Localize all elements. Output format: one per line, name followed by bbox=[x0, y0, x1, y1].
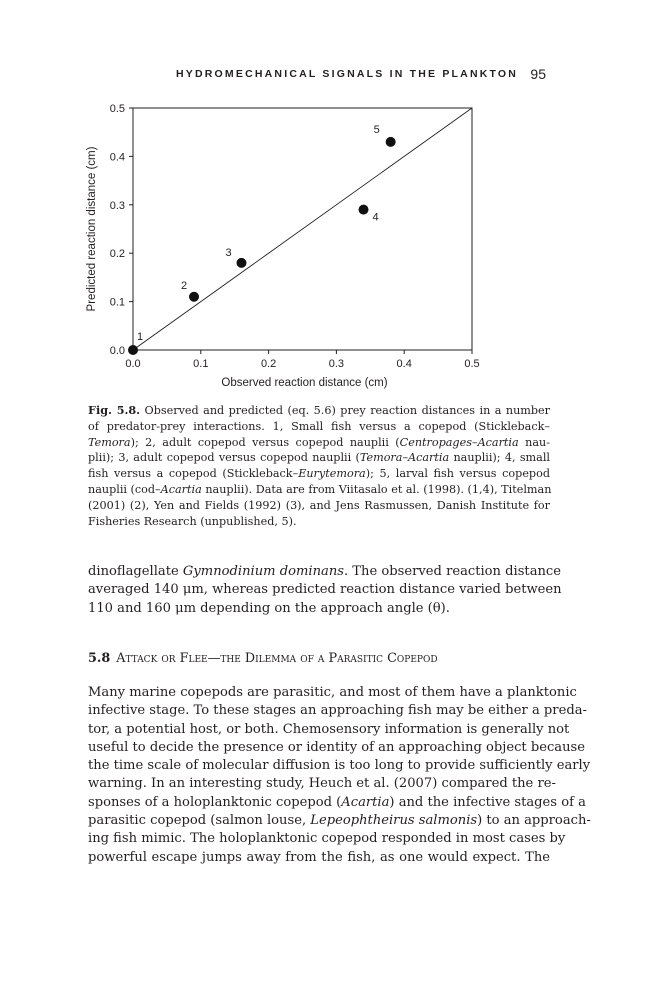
paragraph-line: warning. In an interesting study, Heuch et al. (2007) compared the re- bbox=[88, 776, 556, 792]
caption-line: Temora); 2, adult copepod versus copepod nauplii (Centropages–Acartia nau- bbox=[88, 435, 550, 449]
paragraph-line: infective stage. To these stages an approaching fish may be either a preda- bbox=[88, 703, 587, 719]
x-tick-label: 0.0 bbox=[125, 358, 141, 370]
one-to-one-line bbox=[133, 108, 472, 350]
data-point-1 bbox=[128, 345, 138, 355]
paragraph-line: averaged 140 μm, whereas predicted reaction distance varied between bbox=[88, 582, 562, 598]
paragraph bbox=[88, 684, 591, 867]
point-label-4: 4 bbox=[372, 211, 379, 224]
paragraph-line: ing fish mimic. The holoplanktonic copepod responded in most cases by bbox=[88, 831, 566, 847]
caption-label: Fig. 5.8. bbox=[88, 403, 141, 417]
caption-line: of predator-prey interactions. 1, Small fish versus a copepod (Stickleback– bbox=[88, 419, 550, 433]
caption-line: (2001) (2), Yen and Fields (1992) (3), and Jens Rasmussen, Danish Institute for bbox=[88, 498, 550, 512]
figure-caption bbox=[88, 403, 550, 529]
data-point-4 bbox=[359, 205, 369, 215]
section-heading bbox=[88, 651, 550, 666]
point-label-2: 2 bbox=[181, 279, 188, 292]
data-point-5 bbox=[386, 137, 396, 147]
y-tick-label: 0.1 bbox=[109, 296, 125, 309]
scatter-chart bbox=[80, 94, 500, 394]
paragraph-line: the time scale of molecular diffusion is too long to provide sufficiently early bbox=[88, 758, 591, 774]
y-tick-label: 0.3 bbox=[109, 199, 125, 212]
x-tick-label: 0.3 bbox=[328, 358, 345, 370]
data-point-2 bbox=[189, 292, 199, 302]
chart-axes bbox=[86, 103, 480, 389]
section-number: 5.8 bbox=[88, 651, 111, 666]
paragraph-line: dinoflagellate Gymnodinium dominans. The observed reaction distance bbox=[88, 564, 562, 579]
paragraph-line: 110 and 160 μm depending on the approach angle (θ). bbox=[88, 600, 450, 616]
paragraph-line: sponses of a holoplanktonic copepod (Acartia) and the infective stages of a bbox=[88, 794, 586, 810]
point-label-5: 5 bbox=[373, 123, 380, 136]
x-tick-label: 0.2 bbox=[260, 358, 277, 370]
caption-line: plii); 3, adult copepod versus copepod nauplii (Temora–Acartia nauplii); 4, small bbox=[88, 451, 550, 465]
paragraph-line: powerful escape jumps away from the fish, as one would expect. The bbox=[88, 849, 550, 865]
caption-line bbox=[88, 403, 550, 419]
running-title: HYDROMECHANICAL SIGNALS IN THE PLANKTON bbox=[176, 68, 519, 80]
paragraph-line: Many marine copepods are parasitic, and most of them have a planktonic bbox=[88, 685, 577, 700]
caption-line-text: Observed and predicted (eq. 5.6) prey reaction distances in a number bbox=[144, 404, 551, 417]
paragraph-continued bbox=[88, 563, 562, 618]
paragraph-line: tor, a potential host, or both. Chemosensory information is generally not bbox=[88, 721, 570, 737]
caption-line: Fisheries Research (unpublished, 5). bbox=[88, 514, 297, 528]
point-label-1: 1 bbox=[137, 331, 144, 343]
y-tick-label: 0.0 bbox=[109, 345, 125, 357]
y-axis-label: Predicted reaction distance (cm) bbox=[86, 146, 98, 312]
x-tick-label: 0.1 bbox=[193, 358, 209, 370]
caption-line: fish versus a copepod (Stickleback–Eurytemora); 5, larval fish versus copepod bbox=[88, 467, 550, 481]
chart-marks bbox=[128, 108, 472, 355]
y-tick-label: 0.4 bbox=[109, 151, 125, 164]
section-title: Attack or Flee—the Dilemma of a Parasitic Copepod bbox=[116, 651, 438, 666]
y-tick-label: 0.5 bbox=[109, 103, 125, 115]
point-label-3: 3 bbox=[225, 246, 232, 259]
y-tick-label: 0.2 bbox=[109, 248, 125, 261]
running-header bbox=[176, 66, 550, 86]
x-axis-label: Observed reaction distance (cm) bbox=[221, 377, 388, 389]
caption-line: nauplii (cod–Acartia nauplii). Data are from Viitasalo et al. (1998). (1,4), Titelman bbox=[88, 482, 552, 496]
paragraph-line: parasitic copepod (salmon louse, Lepeophtheirus salmonis) to an approach- bbox=[88, 813, 591, 829]
page-number: 95 bbox=[530, 66, 546, 82]
x-tick-label: 0.5 bbox=[464, 358, 480, 370]
data-point-3 bbox=[236, 258, 246, 268]
paragraph-line: useful to decide the presence or identity of an approaching object because bbox=[88, 739, 585, 755]
x-tick-label: 0.4 bbox=[396, 358, 412, 370]
